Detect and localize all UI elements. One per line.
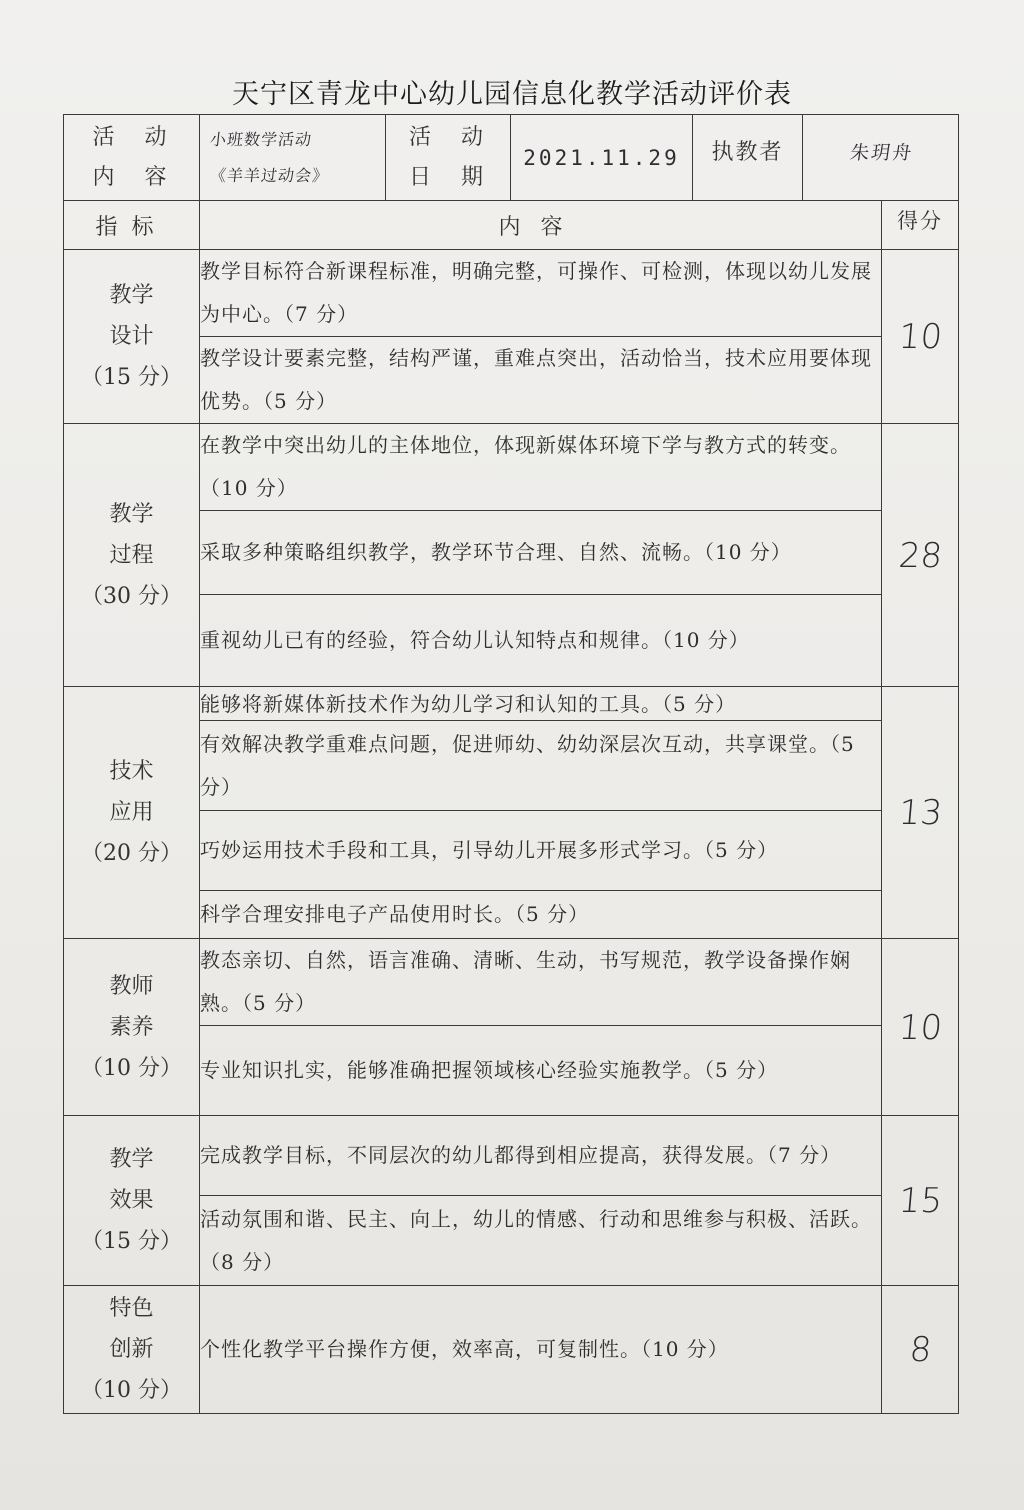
indicator-cell: 教师 素养 （10 分）	[64, 939, 200, 1116]
teacher-label: 执教者	[693, 115, 803, 201]
teacher-name-value: 朱玥舟	[796, 115, 964, 201]
header-row	[64, 201, 959, 250]
section-row	[64, 424, 959, 511]
criterion-item: 教学设计要素完整，结构严谨，重难点突出，活动恰当，技术应用要体现优势。（5 分）	[200, 337, 882, 424]
indicator-cell: 教学 设计 （15 分）	[64, 250, 200, 424]
section-row	[64, 939, 959, 1026]
criterion-item: 在教学中突出幼儿的主体地位，体现新媒体环境下学与教方式的转变。（10 分）	[200, 424, 882, 511]
criterion-item: 科学合理安排电子产品使用时长。（5 分）	[200, 891, 882, 939]
section-row	[64, 1286, 959, 1414]
indicator-cell: 教学 效果 （15 分）	[64, 1116, 200, 1286]
score-value: 28	[870, 424, 970, 687]
score-value: 10	[874, 250, 966, 424]
info-row	[64, 115, 959, 201]
score-value: 15	[874, 1116, 966, 1286]
criterion-item: 教态亲切、自然，语言准确、清晰、生动，书写规范，教学设备操作娴熟。（5 分）	[200, 939, 882, 1026]
criterion-item: 巧妙运用技术手段和工具，引导幼儿开展多形式学习。（5 分）	[200, 811, 882, 891]
indicator-cell: 教学 过程 （30 分）	[64, 424, 200, 687]
activity-content-line-1: 小班数学活动	[209, 129, 314, 149]
header-indicator: 指标	[64, 201, 200, 250]
form-title: 天宁区青龙中心幼儿园信息化教学活动评价表	[232, 79, 792, 110]
indicator-cell: 特色 创新 （10 分）	[64, 1286, 200, 1414]
criterion-item: 个性化教学平台操作方便，效率高，可复制性。（10 分）	[200, 1286, 882, 1414]
activity-date-label: 活 动 日 期	[386, 115, 511, 201]
criterion-item: 重视幼儿已有的经验，符合幼儿认知特点和规律。（10 分）	[200, 595, 882, 687]
criterion-item: 专业知识扎实，能够准确把握领域核心经验实施教学。（5 分）	[200, 1026, 882, 1116]
score-value: 13	[870, 687, 969, 939]
criterion-item: 有效解决教学重难点问题，促进师幼、幼幼深层次互动，共享课堂。（5 分）	[200, 721, 882, 811]
activity-date-value: 2021.11.29	[511, 115, 693, 201]
criterion-item: 教学目标符合新课程标准，明确完整，可操作、可检测，体现以幼儿发展为中心。（7 分）	[200, 250, 882, 337]
activity-content-value	[200, 115, 386, 201]
criterion-item: 能够将新媒体新技术作为幼儿学习和认知的工具。（5 分）	[200, 687, 882, 721]
header-content: 内容	[200, 201, 882, 250]
criterion-item: 活动氛围和谐、民主、向上，幼儿的情感、行动和思维参与积极、活跃。（8 分）	[200, 1196, 882, 1286]
evaluation-table	[63, 114, 959, 1414]
activity-content-line-2: 《羊羊过动会》	[209, 165, 331, 185]
header-score: 得分	[882, 201, 959, 250]
activity-content-label: 活 动 内 容	[64, 115, 200, 201]
section-row	[64, 1116, 959, 1196]
criterion-item: 采取多种策略组织教学，教学环节合理、自然、流畅。（10 分）	[200, 511, 882, 595]
indicator-cell: 技术 应用 （20 分）	[64, 687, 200, 939]
section-row	[64, 687, 959, 721]
score-value: 8	[876, 1286, 964, 1414]
criterion-item: 完成教学目标，不同层次的幼儿都得到相应提高，获得发展。（7 分）	[200, 1116, 882, 1196]
score-value: 10	[874, 939, 967, 1116]
section-row	[64, 250, 959, 337]
